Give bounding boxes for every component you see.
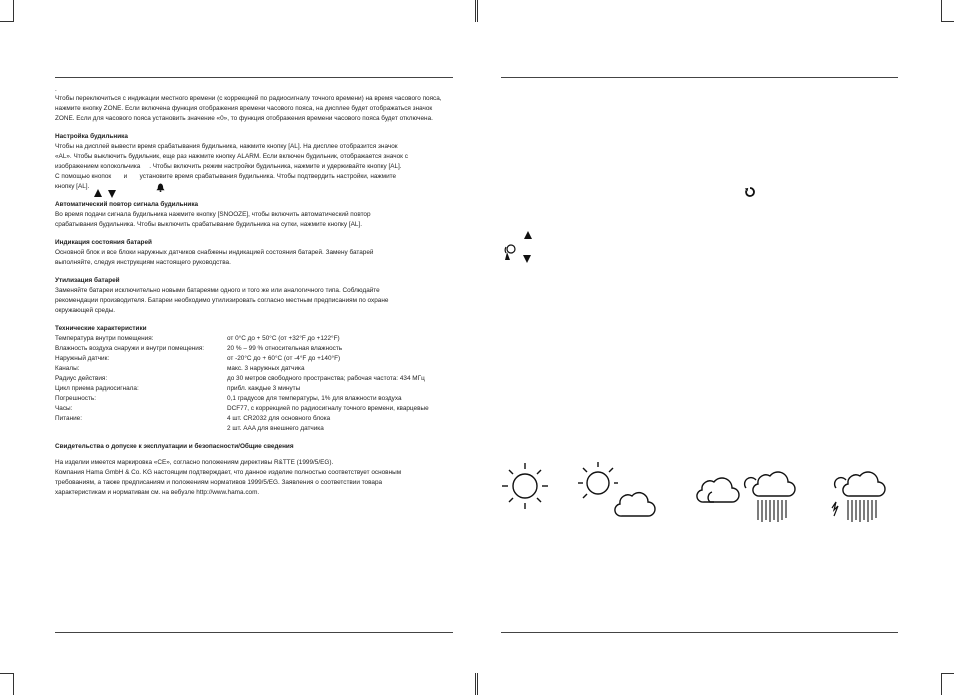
specs-table <box>55 334 455 434</box>
battery-indicator-line: выполняйте, следуя инструкциям настоящего руководства. <box>55 259 231 266</box>
right-footer-rule <box>501 632 898 633</box>
spec-value: 2 шт. AAA для внешнего датчика <box>227 425 324 432</box>
crop-mark <box>941 21 954 22</box>
snooze-line: срабатывания будильника. Чтобы выключить срабатывание будильника на сутки, нажмите кнопку [AL]. <box>55 221 363 228</box>
spec-label: Каналы: <box>55 365 80 372</box>
spec-label: Погрешность: <box>55 395 97 402</box>
alarm-line: Чтобы на дисплей вывести время срабатывания будильника, нажмите кнопку [AL]. На дисплее отобразится значок <box>55 143 398 150</box>
rainy-icon <box>745 472 795 522</box>
crop-mark <box>13 673 14 695</box>
crop-mark <box>941 673 942 695</box>
alarm-line: кнопку [AL]. <box>55 183 90 190</box>
lead-dot: . <box>55 86 57 93</box>
refresh-icon <box>744 185 756 197</box>
battery-indicator-line: Основной блок и все блоки наружных датчиков снабжены индикацией состояния батарей. Замену батарей <box>55 249 374 256</box>
crop-mark <box>475 673 476 695</box>
bell-icon <box>156 179 165 188</box>
intro-paragraph: Чтобы переключиться с индикации местного времени (с коррекцией по радиосигналу точного времени) на время часового пояса, нажмите кнопку ZONE. Если включена функция отображения времени часового пояса, на дисплее будет отображаться значок ZONE. Если для часового пояса установить значение «0», то функция отображения времени часового пояса будет отключена. <box>55 95 442 122</box>
radio-signal-icon <box>502 243 516 261</box>
partly-cloudy-icon <box>578 462 655 516</box>
snooze-section <box>55 200 455 230</box>
cert-line: характеристикам и нормативам см. на вебузле http://www.hama.com. <box>55 489 260 496</box>
triangle-up-icon <box>524 231 532 239</box>
spec-label: Радиус действия: <box>55 375 108 382</box>
battery-disposal-section <box>55 276 455 316</box>
crop-mark <box>941 673 954 674</box>
crop-mark <box>0 21 13 22</box>
alarm-heading: Настройка будильника <box>55 133 128 140</box>
left-header-rule <box>55 77 453 78</box>
cert-heading: Свидетельства о допуске к эксплуатации и безопасности/Общие сведения <box>55 443 294 450</box>
crop-mark <box>477 0 478 22</box>
battery-disposal-line: Заменяйте батареи исключительно новыми батареями одного и того же или аналогичного типа. Соблюдайте <box>55 287 380 294</box>
crop-mark <box>475 0 476 22</box>
spec-label: Температура внутри помещения: <box>55 335 154 342</box>
crop-mark <box>941 0 942 22</box>
spec-value: 20 % – 99 % относительная влажность <box>227 345 343 352</box>
spec-label: Влажность воздуха снаружи и внутри помещения: <box>55 345 205 352</box>
spec-value: макс. 3 наружных датчика <box>227 365 305 372</box>
spec-label: Часы: <box>55 405 73 412</box>
cert-section <box>55 442 455 498</box>
alarm-line: изображением колокольчика . Чтобы включить режим настройки будильника, нажмите и удерживайте кнопку [AL]. <box>55 163 402 170</box>
spec-value: от 0°C до + 50°C (от +32°F до +122°F) <box>227 335 340 342</box>
triangle-down-icon <box>108 190 116 198</box>
alarm-line: «AL». Чтобы выключить будильник, еще раз нажмите кнопку ALARM. Если включен будильник, отображается значок с <box>55 153 408 160</box>
battery-disposal-line: рекомендации производителя. Батареи необходимо утилизировать согласно местным предписаниям по охране <box>55 297 389 304</box>
snooze-line: Во время подачи сигнала будильника нажмите кнопку [SNOOZE], чтобы включить автоматический повтор <box>55 211 371 218</box>
spec-label <box>55 424 227 434</box>
cert-line: На изделии имеется маркировка «CE», согласно положениям директивы R&TTE (1999/5/EG). <box>55 459 334 466</box>
spec-value: прибл. каждые 3 минуты <box>227 385 301 392</box>
spec-value: от -20°C до + 60°C (от -4°F до +140°F) <box>227 355 341 362</box>
alarm-line: С помощью кнопок и установите время срабатывания будильника. Чтобы подтвердить настройки, нажмите <box>55 173 397 180</box>
spec-value: до 30 метров свободного пространства; рабочая частота: 434 МГц <box>227 375 425 382</box>
spec-value: DCF77, с коррекцией по радиосигналу точного времени, кварцевые <box>227 405 429 412</box>
weather-icons-row <box>498 458 898 528</box>
triangle-up-icon <box>94 189 102 197</box>
left-page <box>55 86 455 498</box>
specs-section <box>55 324 455 434</box>
spec-value: 4 шт. CR2032 для основного блока <box>227 415 331 422</box>
left-footer-rule <box>55 632 453 633</box>
alarm-section <box>55 132 455 192</box>
cert-line: Компания Hama GmbH & Co. KG настоящим подтверждает, что данное изделие полностью соответствует основным <box>55 469 402 476</box>
battery-indicator-section <box>55 238 455 268</box>
battery-disposal-heading: Утилизация батарей <box>55 277 120 284</box>
spec-label: Цикл приема радиосигнала: <box>55 385 139 392</box>
cloudy-icon <box>697 478 739 502</box>
stormy-icon <box>832 472 885 522</box>
sunny-icon <box>502 463 548 509</box>
specs-heading: Технические характеристики <box>55 325 147 332</box>
spec-label: Наружный датчик: <box>55 355 110 362</box>
cert-line: требованиям, а также предписаниям и положениям нормативов 1999/5/EG. Заявления о соответствии товара <box>55 479 383 486</box>
spec-value: 0,1 градусов для температуры, 1% для влажности воздуха <box>227 395 402 402</box>
crop-mark <box>477 673 478 695</box>
snooze-heading: Автоматический повтор сигнала будильника <box>55 201 199 208</box>
spec-label: Питание: <box>55 415 83 422</box>
crop-mark <box>0 673 13 674</box>
battery-indicator-heading: Индикация состояния батарей <box>55 239 152 246</box>
right-header-rule <box>501 77 898 78</box>
triangle-down-icon <box>523 255 531 263</box>
battery-disposal-line: окружающей среды. <box>55 307 116 314</box>
crop-mark <box>13 0 14 22</box>
